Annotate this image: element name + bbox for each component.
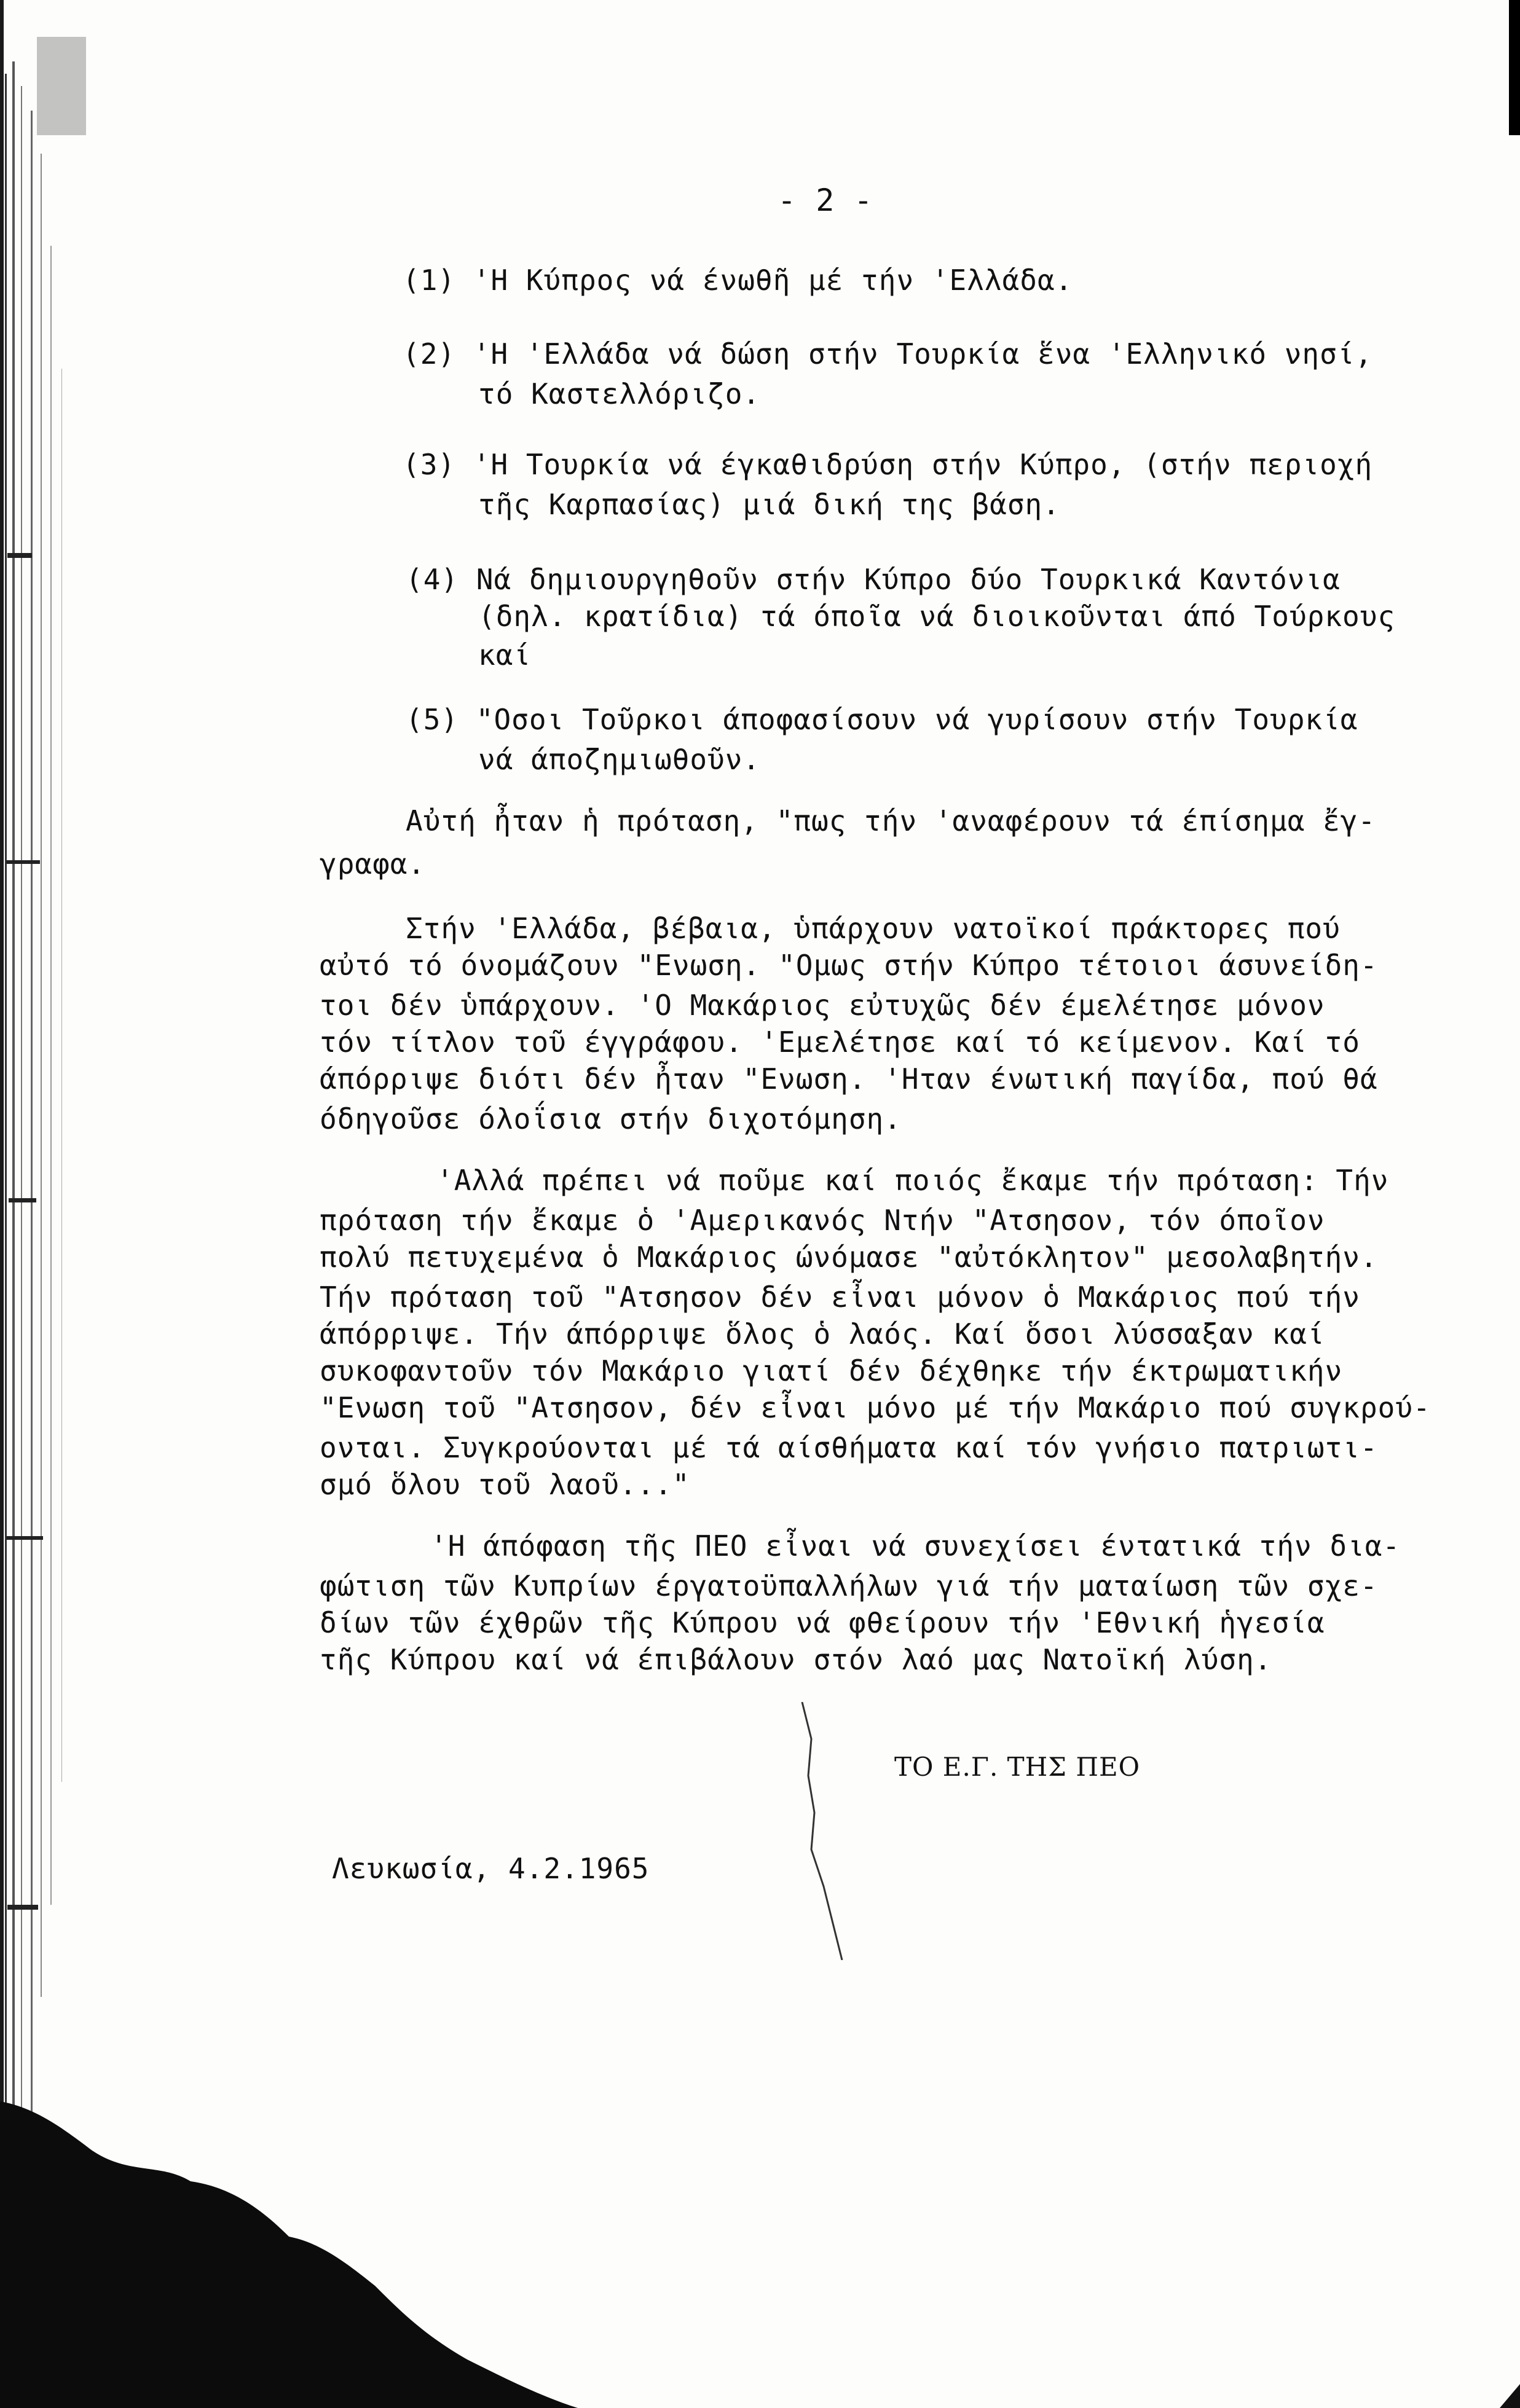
text-line: τό Καστελλόριζο. bbox=[478, 377, 761, 410]
text-line: όδηγοῦσε όλοΐσια στήν διχοτόμηση. bbox=[320, 1102, 902, 1135]
page-number: - 2 - bbox=[778, 182, 873, 218]
text-line: τῆς Καρπασίας) μιά δική της βάση. bbox=[478, 488, 1060, 521]
text-line: "Ενωση τοῦ "Ατσησον, δέν εἶναι μόνο μέ τήν Μακάριο πού συγκρού- bbox=[320, 1391, 1431, 1424]
date-line: Λευκωσία, 4.2.1965 bbox=[332, 1852, 650, 1885]
text-line: Αὐτή ἦταν ἡ πρόταση, "πως τήν 'αναφέρουν τά έπίσημα ἔγ- bbox=[406, 804, 1376, 837]
text-line: (4) Νά δημιουργηθοῦν στήν Κύπρο δύο Τουρκικά Καντόνια bbox=[406, 563, 1341, 596]
text-line: άπόρριψε. Τήν άπόρριψε ὅλος ὁ λαός. Καί ὅσοι λύσσαξαν καί bbox=[320, 1317, 1325, 1351]
text-line: δίων τῶν έχθρῶν τῆς Κύπρου νά φθείρουν τήν 'Εθνική ἡγεσία bbox=[320, 1606, 1325, 1639]
text-line: σμό ὅλου τοῦ λαοῦ..." bbox=[320, 1468, 690, 1501]
text-line: νά άποζημιωθοῦν. bbox=[478, 743, 761, 776]
text-line: (3) 'Η Τουρκία νά έγκαθιδρύση στήν Κύπρο, (στήν περιοχή bbox=[403, 448, 1373, 481]
text-line: (1) 'Η Κύπρος νά ένωθῆ μέ τήν 'Ελλάδα. bbox=[403, 264, 1073, 297]
text-line: καί bbox=[478, 638, 532, 672]
text-line: πρόταση τήν ἔκαμε ὁ 'Αμερικανός Ντήν "Ατσησον, τόν όποῖον bbox=[320, 1204, 1325, 1237]
text-line: τοι δέν ὑπάρχουν. 'Ο Μακάριος εὐτυχῶς δέν έμελέτησε μόνον bbox=[320, 989, 1325, 1022]
text-line: (δηλ. κρατίδια) τά όποῖα νά διοικοῦνται άπό Τούρκους bbox=[478, 600, 1396, 633]
text-line: συκοφαντοῦν τόν Μακάριο γιατί δέν δέχθηκε τήν έκτρωματικήν bbox=[320, 1354, 1343, 1387]
text-line: Τήν πρόταση τοῦ "Ατσησον δέν εἶναι μόνον ὁ Μακάριος πού τήν bbox=[320, 1280, 1360, 1314]
text-line: (5) "Οσοι Τοῦρκοι άποφασίσουν νά γυρίσουν στήν Τουρκία bbox=[406, 703, 1358, 736]
text-line: αὐτό τό όνομάζουν "Ενωση. "Ομως στήν Κύπρο τέτοιοι άσυνείδη- bbox=[320, 949, 1378, 982]
text-line: Στήν 'Ελλάδα, βέβαια, ὑπάρχουν νατοϊκοί πράκτορες πού bbox=[406, 912, 1341, 945]
text-line: 'Αλλά πρέπει νά ποῦμε καί ποιός ἔκαμε τήν πρόταση: Τήν bbox=[436, 1164, 1389, 1197]
text-line: ονται. Συγκρούονται μέ τά αίσθήματα καί τόν γνήσιο πατριωτι- bbox=[320, 1431, 1378, 1464]
text-line: τῆς Κύπρου καί νά έπιβάλουν στόν λαό μας Νατοϊκή λύση. bbox=[320, 1643, 1272, 1676]
text-line: τόν τίτλον τοῦ έγγράφου. 'Εμελέτησε καί τό κείμενον. Καί τό bbox=[320, 1026, 1360, 1059]
text-line: άπόρριψε διότι δέν ἦταν "Ενωση. 'Ηταν ένωτική παγίδα, πού θά bbox=[320, 1062, 1378, 1096]
stamp-scratch bbox=[799, 1702, 848, 1960]
text-line: γραφα. bbox=[320, 847, 426, 880]
text-line: 'Η άπόφαση τῆς ΠΕΟ εἶναι νά συνεχίσει έντατικά τήν δια- bbox=[430, 1529, 1401, 1563]
signature: ΤΟ Ε.Γ. ΤΗΣ ΠΕΟ bbox=[894, 1752, 1141, 1782]
text-line: φώτιση τῶν Κυπρίων έργατοϋπαλλήλων γιά τήν ματαίωση τῶν σχε- bbox=[320, 1569, 1378, 1602]
text-line: πολύ πετυχεμένα ὁ Μακάριος ώνόμασε "αὐτόκλητον" μεσολαβητήν. bbox=[320, 1241, 1378, 1274]
text-line: (2) 'Η 'Ελλάδα νά δώση στήν Τουρκία ἕνα 'Ελληνικό νησί, bbox=[403, 337, 1373, 371]
